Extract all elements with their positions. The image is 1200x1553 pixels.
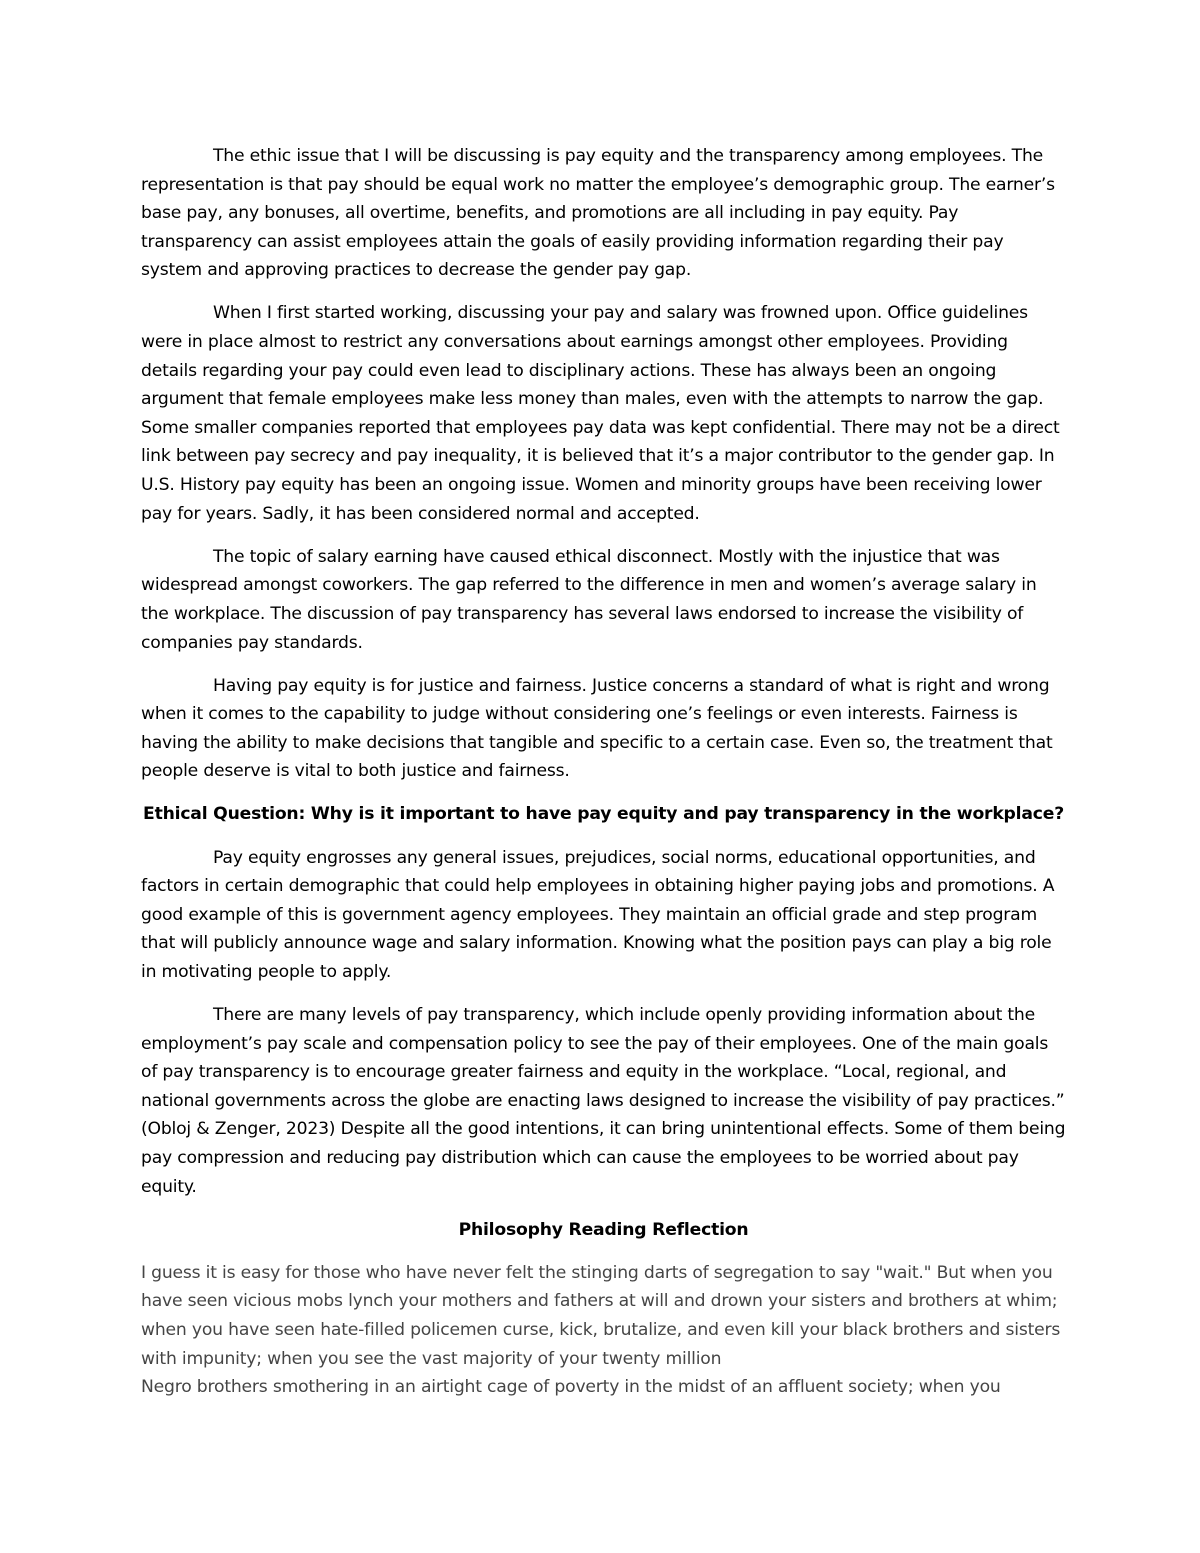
paragraph-pay-equity-intro: The ethic issue that I will be discussing is pay equity and the transparency among employees. The representation is that pay should be equal work no matter the employee’s demographic group. The earner’s base pay, any bonuses, all overtime, benefits, and promotions are all including in pay equity. Pay transparency can assist employees attain the goals of easily providing information regarding their pay system and approving practices to decrease the gender pay gap.: [141, 146, 1055, 281]
document-body: [141, 142, 1066, 1416]
ethical-question-heading: Ethical Question: Why is it important to have pay equity and pay transparency in the workplace?: [143, 804, 1064, 825]
paragraph-pay-transparency-levels: There are many levels of pay transparency, which include openly providing information about the employment’s pay scale and compensation policy to see the pay of their employees. One of the main goals of pay transparency is to encourage greater fairness and equity in the workplace. “Local, regional, and national governments across the globe are enacting laws designed to increase the visibility of pay practices.” (Obloj & Zenger, 2023) Despite all the good intentions, it can bring unintentional effects. Some of them being pay compression and reducing pay distribution which can cause the employees to be worried about pay equity.: [141, 1005, 1066, 1197]
paragraph-pay-equity-factors: Pay equity engrosses any general issues, prejudices, social norms, educational opportunities, and factors in certain demographic that could help employees in obtaining higher paying jobs and promotions. A good example of this is government agency employees. They maintain an official grade and step program that will publicly announce wage and salary information. Knowing what the position pays can play a big role in motivating people to apply.: [141, 847, 1055, 982]
paragraph-justice-fairness: Having pay equity is for justice and fairness. Justice concerns a standard of what is right and wrong when it comes to the capability to judge without considering one’s feelings or even interests. Fairness is having the ability to make decisions that tangible and specific to a certain case. Even so, the treatment that people deserve is vital to both justice and fairness.: [141, 675, 1053, 782]
reflection-quote-part-2: Negro brothers smothering in an airtight cage of poverty in the midst of an affluent society; when you: [141, 1377, 1001, 1398]
paragraph-first-job: When I first started working, discussing your pay and salary was frowned upon. Office guidelines were in place almost to restrict any conversations about earnings amongst other employees. Providing details regarding your pay could even lead to disciplinary actions. These has always been an ongoing argument that female employees make less money than males, even with the attempts to narrow the gap. Some smaller companies reported that employees pay data was kept confidential. There may not be a direct link between pay secrecy and pay inequality, it is believed that it’s a major contributor to the gender gap. In U.S. History pay equity has been an ongoing issue. Women and minority groups have been receiving lower pay for years. Sadly, it has been considered normal and accepted.: [141, 303, 1060, 524]
reflection-quote-part-1: I guess it is easy for those who have never felt the stinging darts of segregation to say "wait." But when you have seen vicious mobs lynch your mothers and fathers at will and drown your sisters and brothers at whim; when you have seen hate-filled policemen curse, kick, brutalize, and even kill your black brothers and sisters with impunity; when you see the vast majority of your twenty million: [141, 1262, 1061, 1369]
reflection-quote: [141, 1259, 1066, 1402]
paragraph-salary-disconnect: The topic of salary earning have caused ethical disconnect. Mostly with the injustice that was widespread amongst coworkers. The gap referred to the difference in men and women’s average salary in the workplace. The discussion of pay transparency has several laws endorsed to increase the visibility of companies pay standards.: [141, 546, 1037, 653]
reflection-heading: Philosophy Reading Reflection: [458, 1219, 749, 1240]
